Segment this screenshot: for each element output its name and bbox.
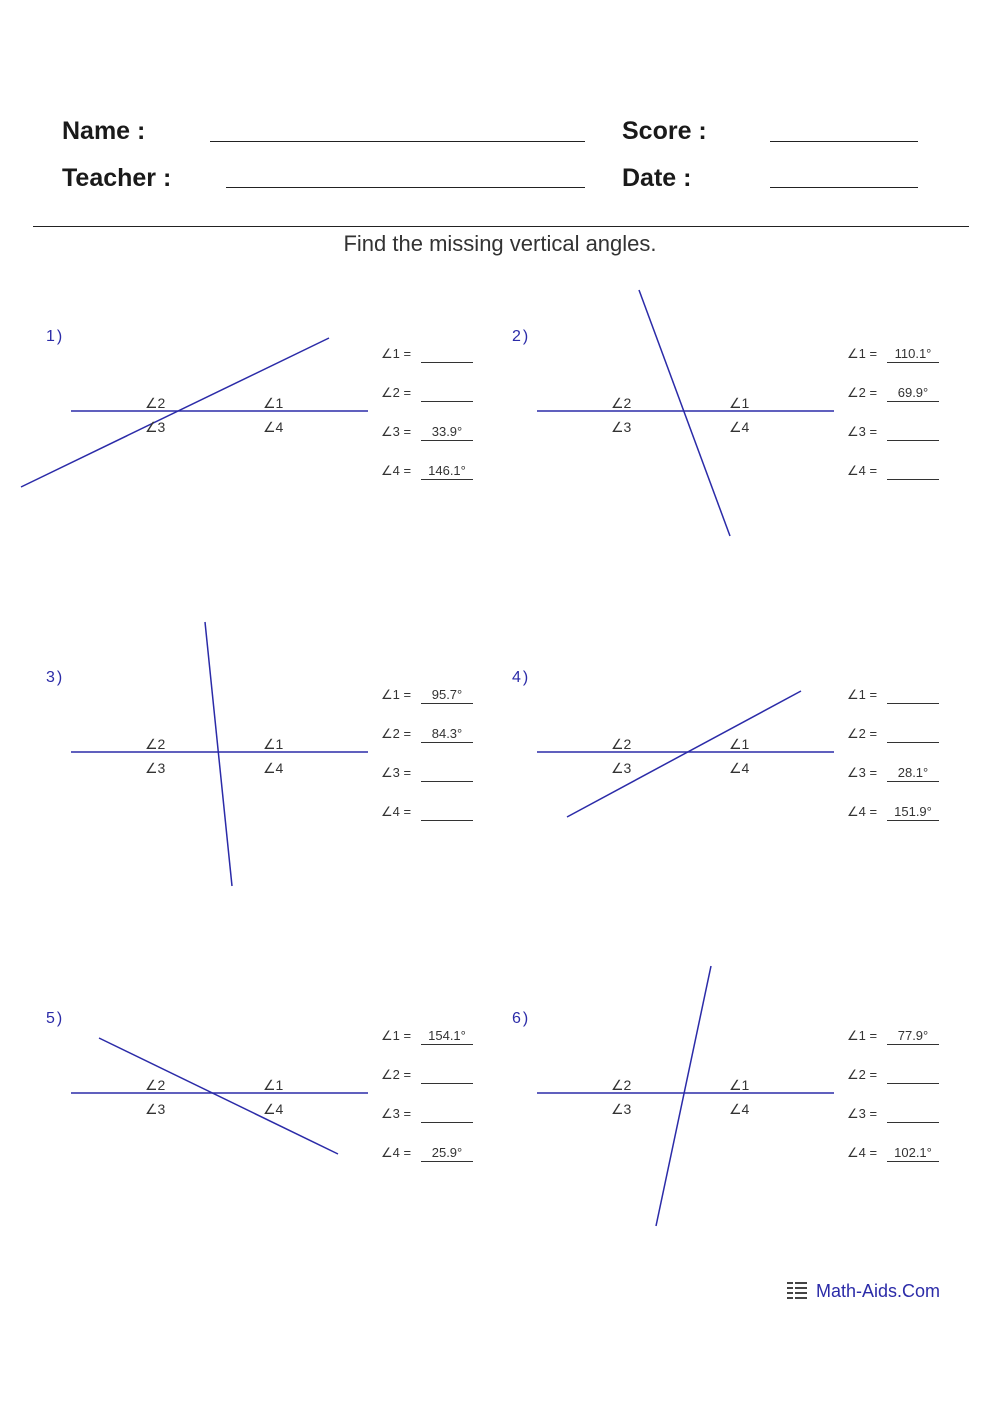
answer-row	[847, 424, 957, 463]
problem-4	[512, 669, 952, 959]
answer-label: ∠4 =	[381, 463, 412, 478]
answer-row	[847, 1028, 957, 1067]
answer-blank: 110.1°	[887, 346, 939, 363]
answer-blank: 33.9°	[421, 424, 473, 441]
answer-row	[381, 385, 491, 424]
answer-row	[381, 1067, 491, 1106]
answer-blank[interactable]	[421, 804, 473, 821]
answer-row	[381, 424, 491, 463]
answer-list	[381, 346, 491, 502]
angle-label-2: ∠2	[145, 395, 166, 411]
answer-blank[interactable]	[887, 463, 939, 480]
answer-blank: 151.9°	[887, 804, 939, 821]
angle-label-1: ∠1	[729, 395, 750, 411]
answer-blank: 146.1°	[421, 463, 473, 480]
angle-label-4: ∠4	[729, 1101, 750, 1117]
instructions: Find the missing vertical angles.	[343, 231, 657, 256]
answer-row	[847, 346, 957, 385]
angle-label-4: ∠4	[729, 419, 750, 435]
answer-blank[interactable]	[887, 1067, 939, 1084]
angle-label-1: ∠1	[263, 395, 284, 411]
answer-list	[381, 687, 491, 843]
angle-label-4: ∠4	[263, 1101, 284, 1117]
transversal-line	[205, 622, 232, 886]
angle-label-3: ∠3	[611, 419, 632, 435]
answer-label: ∠2 =	[847, 726, 878, 741]
angle-figure	[46, 619, 376, 909]
transversal-line	[567, 691, 801, 817]
math-aids-logo-icon	[786, 1280, 808, 1302]
date-line[interactable]	[770, 187, 918, 188]
answer-row	[381, 1028, 491, 1067]
answer-label: ∠1 =	[381, 346, 412, 361]
footer-brand	[786, 1280, 940, 1302]
answer-label: ∠4 =	[847, 804, 878, 819]
transversal-line	[656, 966, 711, 1226]
problem-3	[46, 669, 486, 959]
footer-brand-text: Math-Aids.Com	[816, 1280, 941, 1301]
answer-blank[interactable]	[887, 687, 939, 704]
angle-label-3: ∠3	[145, 419, 166, 435]
answer-row	[847, 687, 957, 726]
answer-row	[847, 463, 957, 502]
answer-list	[847, 346, 957, 502]
problem-1	[46, 328, 486, 618]
teacher-line[interactable]	[226, 187, 585, 188]
angle-label-3: ∠3	[145, 1101, 166, 1117]
answer-label: ∠2 =	[381, 726, 412, 741]
answer-blank[interactable]	[421, 1067, 473, 1084]
answer-row	[847, 1145, 957, 1184]
name-label: Name :	[62, 117, 146, 145]
answer-blank[interactable]	[887, 1106, 939, 1123]
angle-label-4: ∠4	[263, 419, 284, 435]
date-label: Date :	[622, 164, 692, 192]
angle-label-3: ∠3	[611, 1101, 632, 1117]
angle-label-1: ∠1	[729, 736, 750, 752]
angle-figure	[46, 278, 376, 568]
angle-label-1: ∠1	[263, 736, 284, 752]
answer-label: ∠3 =	[847, 424, 878, 439]
answer-label: ∠2 =	[847, 385, 878, 400]
answer-label: ∠4 =	[847, 1145, 878, 1160]
answer-list	[381, 1028, 491, 1184]
answer-blank: 95.7°	[421, 687, 473, 704]
answer-blank[interactable]	[421, 1106, 473, 1123]
problem-6	[512, 1010, 952, 1300]
teacher-label: Teacher :	[62, 164, 172, 192]
answer-row	[381, 1145, 491, 1184]
answer-blank[interactable]	[421, 765, 473, 782]
answer-row	[381, 804, 491, 843]
angle-label-2: ∠2	[145, 1077, 166, 1093]
answer-label: ∠1 =	[381, 687, 412, 702]
answer-label: ∠3 =	[381, 765, 412, 780]
answer-blank: 77.9°	[887, 1028, 939, 1045]
transversal-line	[21, 338, 329, 487]
score-line[interactable]	[770, 141, 918, 142]
answer-row	[847, 1067, 957, 1106]
answer-blank[interactable]	[887, 726, 939, 743]
problem-2	[512, 328, 952, 618]
angle-label-2: ∠2	[145, 736, 166, 752]
answer-blank: 154.1°	[421, 1028, 473, 1045]
answer-label: ∠3 =	[381, 424, 412, 439]
answer-label: ∠1 =	[847, 346, 878, 361]
problem-number: 6)	[512, 1010, 531, 1027]
answer-list	[847, 1028, 957, 1184]
angle-label-2: ∠2	[611, 736, 632, 752]
answer-row	[381, 687, 491, 726]
answer-label: ∠4 =	[847, 463, 878, 478]
angle-figure	[512, 278, 842, 568]
problem-number: 4)	[512, 669, 531, 686]
angle-figure	[512, 960, 842, 1250]
angle-label-2: ∠2	[611, 1077, 632, 1093]
answer-row	[847, 765, 957, 804]
answer-row	[381, 765, 491, 804]
transversal-line	[639, 290, 730, 536]
angle-label-2: ∠2	[611, 395, 632, 411]
answer-blank: 69.9°	[887, 385, 939, 402]
header-rule	[33, 226, 969, 227]
name-line[interactable]	[210, 141, 585, 142]
problem-number: 5)	[46, 1010, 65, 1027]
angle-figure	[46, 960, 376, 1250]
angle-label-3: ∠3	[145, 760, 166, 776]
problem-5	[46, 1010, 486, 1300]
answer-row	[847, 726, 957, 765]
angle-label-3: ∠3	[611, 760, 632, 776]
answer-blank: 84.3°	[421, 726, 473, 743]
answer-blank[interactable]	[421, 385, 473, 402]
answer-blank: 102.1°	[887, 1145, 939, 1162]
answer-label: ∠4 =	[381, 1145, 412, 1160]
answer-label: ∠3 =	[847, 1106, 878, 1121]
answer-row	[847, 1106, 957, 1145]
answer-label: ∠2 =	[847, 1067, 878, 1082]
angle-label-4: ∠4	[729, 760, 750, 776]
problem-number: 2)	[512, 328, 531, 345]
answer-blank[interactable]	[421, 346, 473, 363]
answer-label: ∠2 =	[381, 385, 412, 400]
angle-label-1: ∠1	[729, 1077, 750, 1093]
answer-row	[847, 804, 957, 843]
answer-label: ∠3 =	[847, 765, 878, 780]
answer-label: ∠2 =	[381, 1067, 412, 1082]
transversal-line	[99, 1038, 338, 1154]
answer-row	[381, 346, 491, 385]
answer-label: ∠1 =	[847, 1028, 878, 1043]
answer-blank: 28.1°	[887, 765, 939, 782]
answer-row	[381, 463, 491, 502]
answer-blank[interactable]	[887, 424, 939, 441]
answer-blank: 25.9°	[421, 1145, 473, 1162]
answer-label: ∠3 =	[381, 1106, 412, 1121]
answer-label: ∠1 =	[847, 687, 878, 702]
angle-figure	[512, 619, 842, 909]
answer-label: ∠1 =	[381, 1028, 412, 1043]
score-label: Score :	[622, 117, 707, 145]
answer-row	[847, 385, 957, 424]
angle-label-4: ∠4	[263, 760, 284, 776]
angle-label-1: ∠1	[263, 1077, 284, 1093]
problem-number: 1)	[46, 328, 65, 345]
problem-number: 3)	[46, 669, 65, 686]
answer-row	[381, 726, 491, 765]
answer-list	[847, 687, 957, 843]
answer-label: ∠4 =	[381, 804, 412, 819]
answer-row	[381, 1106, 491, 1145]
